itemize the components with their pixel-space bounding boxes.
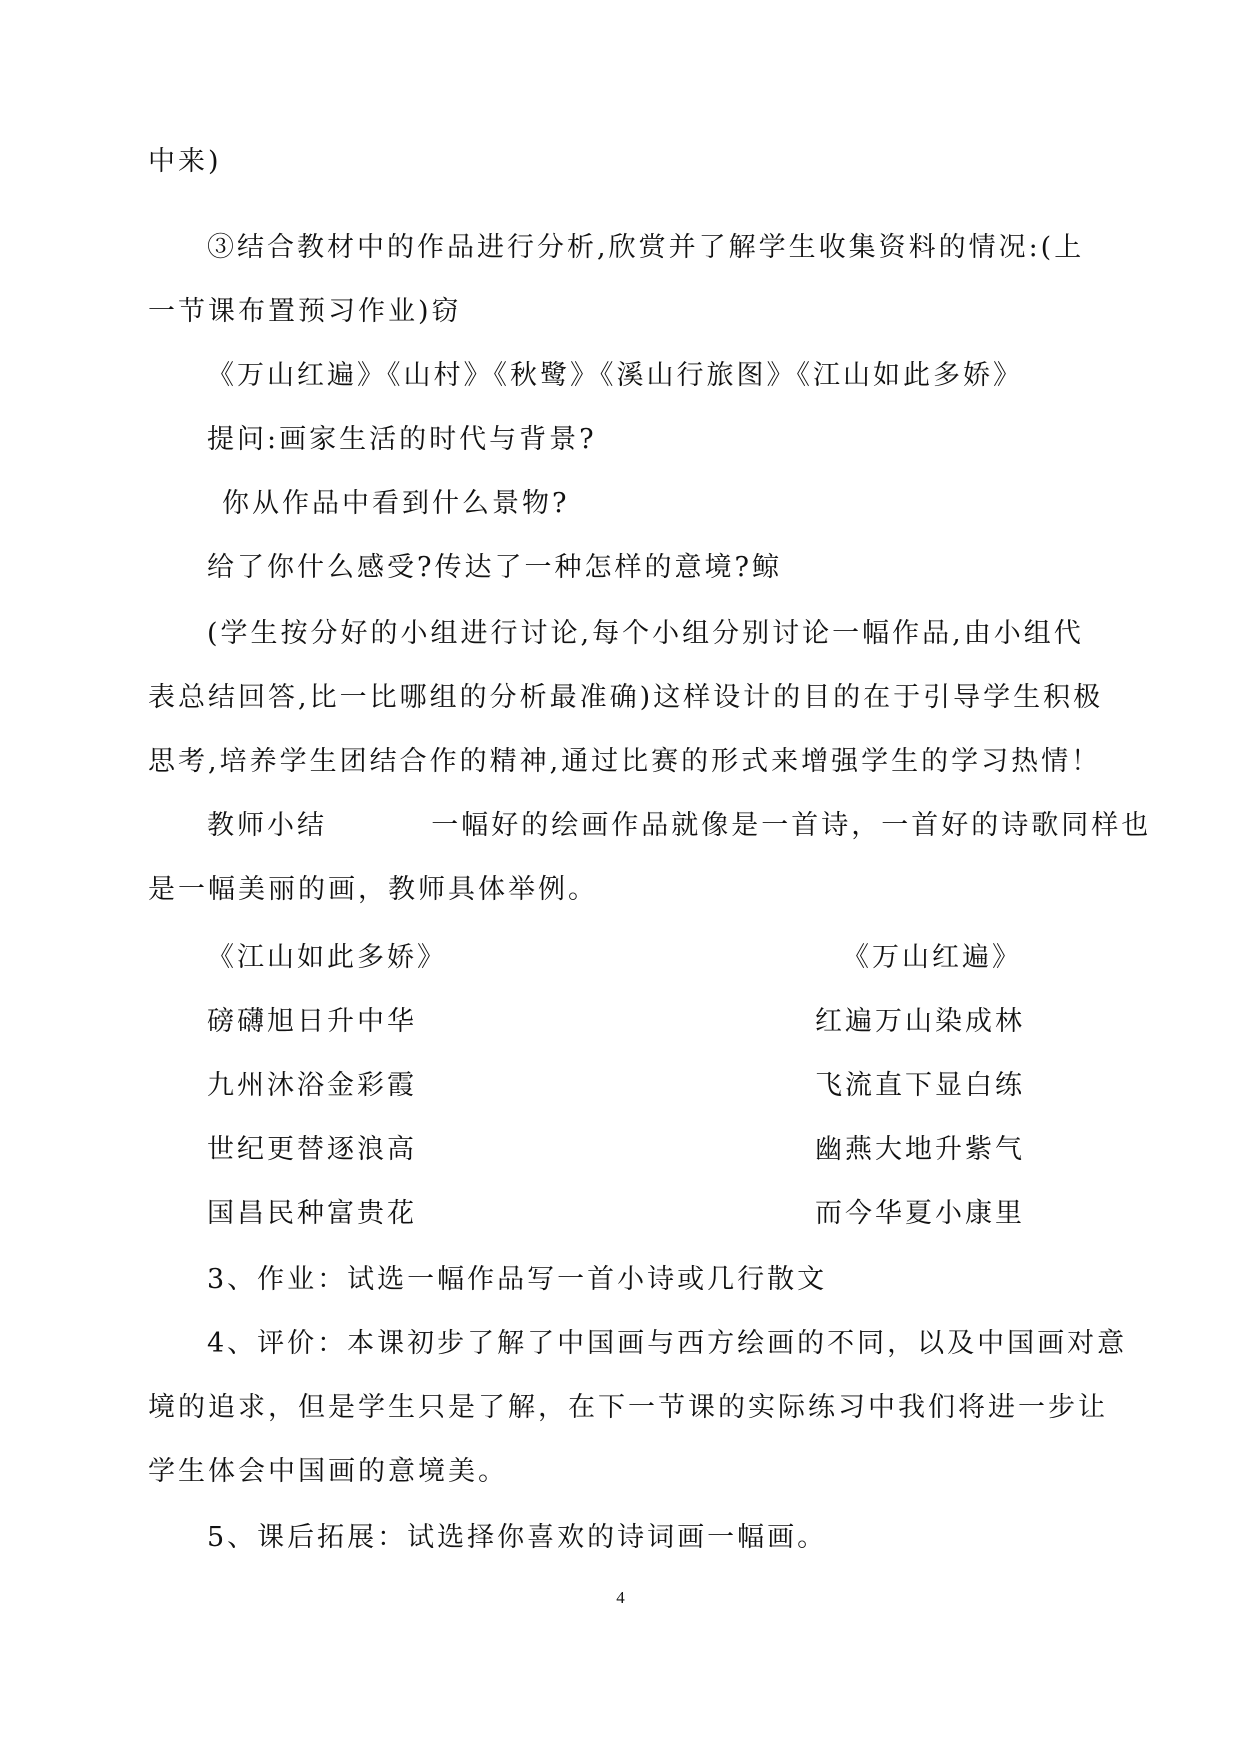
text-line: ③结合教材中的作品进行分析,欣赏并了解学生收集资料的情况:(上 [207,232,1085,263]
homework-line: 3、作业：试选一幅作品写一首小诗或几行散文 [207,1264,828,1295]
poem-line: 磅礴旭日升中华 [207,1006,417,1037]
page-number: 4 [616,1588,625,1607]
poem-title: 《江山如此多娇》 [207,942,447,973]
text-line: 一节课布置预习作业)窃 [148,296,462,327]
poem-line: 世纪更替逐浪高 [207,1134,417,1165]
question-line: 给了你什么感受?传达了一种怎样的意境?鲸 [207,552,782,583]
evaluation-line: 学生体会中国画的意境美。 [148,1456,508,1487]
text-line: 表总结回答,比一比哪组的分析最准确)这样设计的目的在于引导学生积极 [148,682,1104,713]
poem-line: 而今华夏小康里 [815,1198,1025,1229]
text-line: 教师小结 一幅好的绘画作品就像是一首诗，一首好的诗歌同样也 [207,810,1152,841]
poem-line: 国昌民种富贵花 [207,1198,417,1229]
evaluation-line: 4、评价：本课初步了解了中国画与西方绘画的不同，以及中国画对意 [207,1328,1128,1359]
text-line: 是一幅美丽的画，教师具体举例。 [148,874,598,905]
text-line: (学生按分好的小组进行讨论,每个小组分别讨论一幅作品,由小组代 [207,618,1084,649]
poem-line: 九州沐浴金彩霞 [207,1070,417,1101]
artwork-list: 《万山红遍》《山村》《秋鹭》《溪山行旅图》《江山如此多娇》 [207,360,1023,391]
extension-line: 5、课后拓展：试选择你喜欢的诗词画一幅画。 [207,1522,828,1553]
poem-line: 幽燕大地升紫气 [815,1134,1025,1165]
question-line: 提问:画家生活的时代与背景? [207,424,597,455]
text-line: 中来) [148,146,222,177]
text-line: 思考,培养学生团结合作的精神,通过比赛的形式来增强学生的学习热情！ [148,746,1102,777]
poem-line: 飞流直下显白练 [815,1070,1025,1101]
question-line: 你从作品中看到什么景物? [222,488,570,519]
poem-title: 《万山红遍》 [842,942,1022,973]
evaluation-line: 境的追求，但是学生只是了解，在下一节课的实际练习中我们将进一步让 [148,1392,1108,1423]
poem-line: 红遍万山染成林 [815,1006,1025,1037]
